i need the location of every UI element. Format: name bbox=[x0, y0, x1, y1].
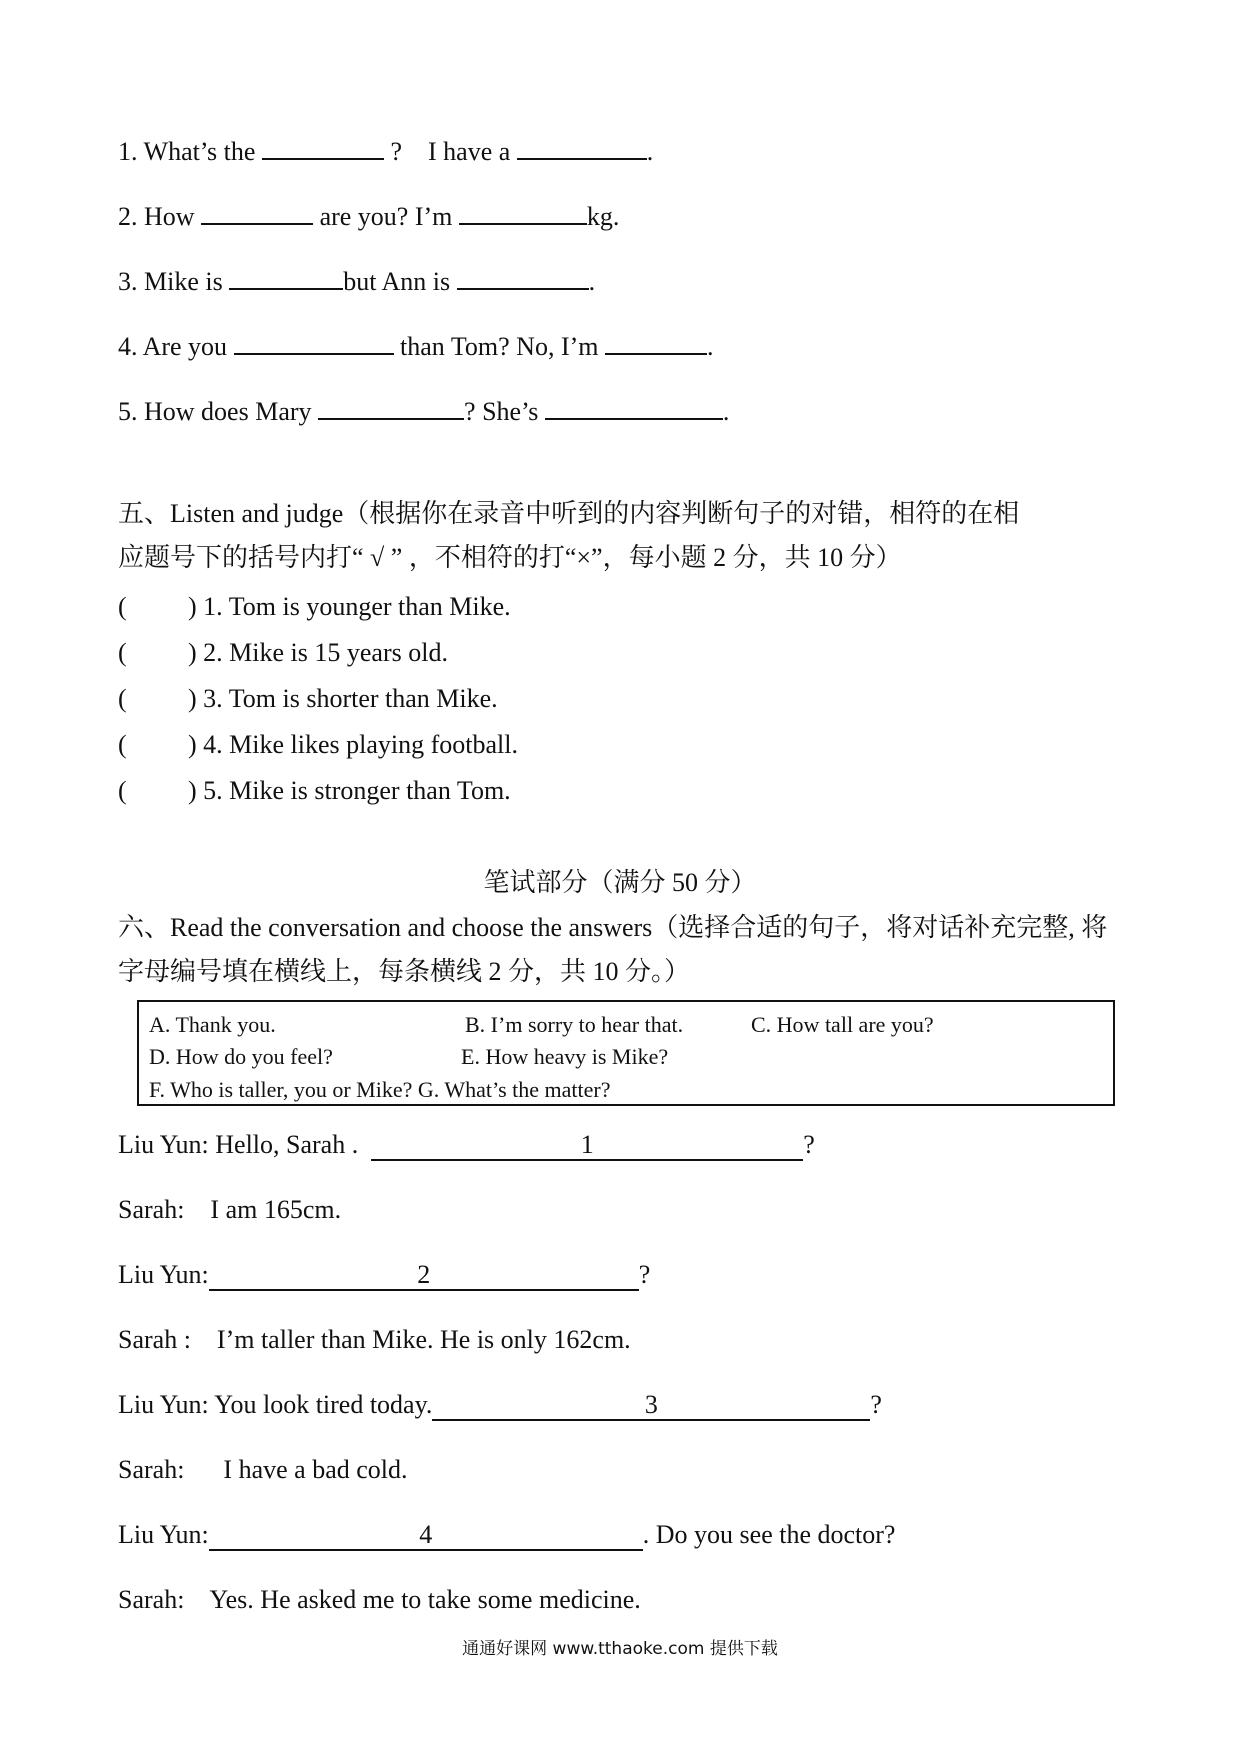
fill-text: 2. How bbox=[118, 202, 195, 231]
dialogue-line-5 bbox=[118, 1388, 882, 1422]
judge-item-text: ) 2. Mike is 15 years old. bbox=[188, 638, 448, 667]
judge-item-3 bbox=[118, 682, 498, 716]
judge-item-text: ) 5. Mike is stronger than Tom. bbox=[188, 776, 511, 805]
dialogue-line-6 bbox=[118, 1453, 408, 1487]
dialogue-text: ? bbox=[638, 1260, 651, 1289]
fill-text: ? She’s bbox=[464, 397, 539, 426]
judge-item-text: ) 4. Mike likes playing football. bbox=[188, 730, 519, 759]
judge-answer-paren[interactable]: ( bbox=[118, 730, 127, 759]
fill-text: ? bbox=[390, 137, 402, 166]
dialogue-text: ? bbox=[803, 1130, 815, 1159]
dialogue-text: Liu Yun: You look tired today. bbox=[118, 1390, 433, 1419]
judge-item-2 bbox=[118, 636, 448, 670]
dialogue-text: Sarah: I have a bad cold. bbox=[118, 1455, 408, 1484]
section6-heading-line2: 字母编号填在横线上，每条横线 2 分，共 10 分。） bbox=[118, 957, 691, 986]
dialogue-line-1 bbox=[118, 1128, 815, 1162]
judge-answer-paren[interactable]: ( bbox=[118, 638, 127, 667]
dialogue-answer-blank[interactable]: 2 bbox=[209, 1261, 639, 1291]
fill-line-1 bbox=[118, 134, 653, 169]
answer-blank[interactable] bbox=[201, 199, 313, 225]
dialogue-answer-blank[interactable]: 4 bbox=[209, 1521, 643, 1551]
dialogue-line-4 bbox=[118, 1323, 631, 1357]
option-b: B. I’m sorry to hear that. bbox=[465, 1012, 684, 1037]
dialogue-text: Sarah : I’m taller than Mike. He is only 162cm. bbox=[118, 1325, 631, 1354]
answer-blank[interactable] bbox=[605, 329, 707, 355]
fill-line-3 bbox=[118, 264, 595, 299]
section5-heading-line1: 五、Listen and judge（根据你在录音中听到的内容判断句子的对错，相符的在相 bbox=[118, 499, 1020, 528]
section6-heading bbox=[118, 906, 1128, 994]
judge-answer-paren[interactable]: ( bbox=[118, 684, 127, 713]
fill-text: but Ann is bbox=[343, 267, 451, 296]
answer-blank[interactable] bbox=[229, 264, 343, 290]
option-a: A. Thank you. bbox=[149, 1012, 276, 1037]
dialogue-text: Sarah: Yes. He asked me to take some medicine. bbox=[118, 1585, 641, 1614]
fill-text: 5. How does Mary bbox=[118, 397, 312, 426]
dialogue-text: Liu Yun: bbox=[118, 1260, 209, 1289]
dialogue-text: Sarah: I am 165cm. bbox=[118, 1195, 342, 1224]
fill-text: 4. Are you bbox=[118, 332, 228, 361]
dialogue-text: Liu Yun: Hello, Sarah . bbox=[118, 1130, 359, 1159]
section5-heading-line2: 应题号下的括号内打“ √ ” ，不相符的打“×”，每小题 2 分，共 10 分） bbox=[118, 543, 902, 572]
dialogue-text: . Do you see the doctor? bbox=[642, 1520, 896, 1549]
fill-text: kg. bbox=[586, 202, 620, 231]
fill-text: . bbox=[722, 397, 730, 426]
fill-text: . bbox=[646, 137, 654, 166]
dialogue-answer-blank[interactable]: 3 bbox=[432, 1391, 870, 1421]
answer-blank[interactable] bbox=[234, 329, 394, 355]
section5-heading bbox=[118, 492, 1128, 580]
answer-blank[interactable] bbox=[517, 134, 647, 160]
fill-text: I have a bbox=[428, 137, 511, 166]
dialogue-line-8 bbox=[118, 1583, 641, 1617]
answer-blank[interactable] bbox=[459, 199, 587, 225]
fill-text: are you? I’m bbox=[319, 202, 453, 231]
answer-blank[interactable] bbox=[457, 264, 589, 290]
judge-item-text: ) 3. Tom is shorter than Mike. bbox=[188, 684, 498, 713]
option-c: C. How tall are you? bbox=[751, 1012, 934, 1037]
page-footer: 通通好课网 www.tthaoke.com 提供下载 bbox=[462, 1639, 778, 1659]
option-fg: F. Who is taller, you or Mike? G. What’s the matter? bbox=[149, 1077, 611, 1102]
fill-text: 1. What’s the bbox=[118, 137, 256, 166]
fill-line-5 bbox=[118, 394, 729, 429]
dialogue-line-3 bbox=[118, 1258, 650, 1292]
judge-item-text: ) 1. Tom is younger than Mike. bbox=[188, 592, 511, 621]
fill-text: 3. Mike is bbox=[118, 267, 223, 296]
fill-text: . bbox=[707, 332, 714, 361]
answer-blank[interactable] bbox=[318, 394, 464, 420]
judge-answer-paren[interactable]: ( bbox=[118, 776, 127, 805]
answer-options-box bbox=[137, 1000, 1115, 1106]
dialogue-text: ? bbox=[870, 1390, 882, 1419]
judge-item-1 bbox=[118, 590, 511, 624]
judge-item-4 bbox=[118, 728, 518, 762]
answer-blank[interactable] bbox=[262, 134, 384, 160]
judge-item-5 bbox=[118, 774, 511, 808]
dialogue-line-2 bbox=[118, 1193, 341, 1227]
option-e: E. How heavy is Mike? bbox=[461, 1044, 669, 1069]
dialogue-text: Liu Yun: bbox=[118, 1520, 209, 1549]
fill-text: . bbox=[588, 267, 596, 296]
fill-line-2 bbox=[118, 199, 619, 234]
answer-blank[interactable] bbox=[545, 394, 723, 420]
fill-text: than Tom? No, I’m bbox=[400, 332, 599, 361]
written-part-title: 笔试部分（满分 50 分） bbox=[483, 868, 757, 897]
dialogue-line-7 bbox=[118, 1518, 895, 1552]
judge-answer-paren[interactable]: ( bbox=[118, 592, 127, 621]
option-d: D. How do you feel? bbox=[149, 1044, 333, 1069]
fill-line-4 bbox=[118, 329, 714, 364]
section6-heading-line1: 六、Read the conversation and choose the answers（选择合适的句子，将对话补充完整, 将 bbox=[118, 913, 1108, 942]
dialogue-answer-blank[interactable]: 1 bbox=[371, 1131, 803, 1161]
